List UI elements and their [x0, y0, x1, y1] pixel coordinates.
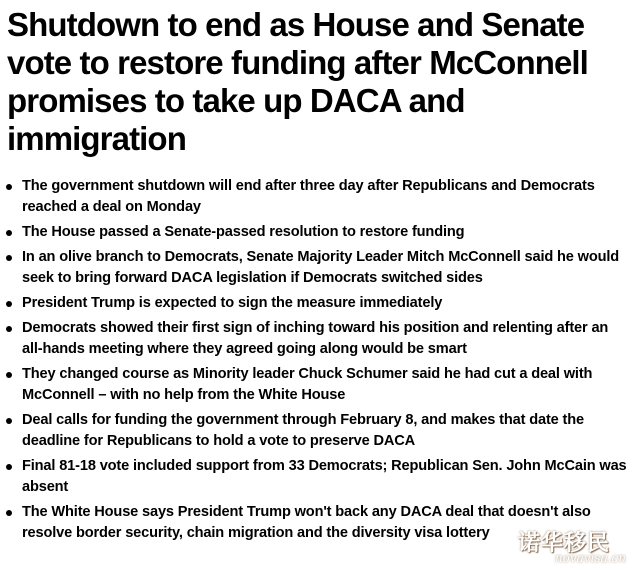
- list-item: [0, 364, 636, 406]
- bullet-dot-icon: [6, 255, 12, 261]
- headline: Shutdown to end as House and Senate vote to restore funding after McConnell promises to take up DACA and immigration: [7, 6, 588, 157]
- bullet-dot-icon: [6, 184, 12, 190]
- bullet-dot-icon: [6, 418, 12, 424]
- list-item: [0, 222, 636, 243]
- bullet-dot-icon: [6, 230, 12, 236]
- list-item: [0, 247, 636, 289]
- watermark-logo: [482, 526, 632, 568]
- bullet-dot-icon: [6, 326, 12, 332]
- list-item: [0, 176, 636, 218]
- bullet-text: Democrats showed their first sign of inching toward his position and relenting after an all-hands meeting where they agreed going along would be smart: [22, 320, 609, 357]
- watermark-chinese-text: 诺华移民: [517, 531, 610, 556]
- bullet-text: President Trump is expected to sign the measure immediately: [22, 295, 443, 311]
- bullet-dot-icon: [6, 301, 12, 307]
- bullet-dot-icon: [6, 510, 12, 516]
- bullet-text: Deal calls for funding the government through February 8, and makes that date the deadline for Republicans to hold a vote to preserve DACA: [22, 412, 584, 449]
- bullet-text: In an olive branch to Democrats, Senate Majority Leader Mitch McConnell said he would seek to bring forward DACA legislation if Democrats switched sides: [22, 249, 620, 286]
- bullet-text: They changed course as Minority leader Chuck Schumer said he had cut a deal with McConnell – with no help from the White House: [22, 366, 593, 403]
- bullet-text: The House passed a Senate-passed resolution to restore funding: [22, 224, 465, 240]
- list-item: [0, 293, 636, 314]
- bullet-text: The government shutdown will end after three day after Republicans and Democrats reached a deal on Monday: [22, 178, 595, 215]
- list-item: [0, 410, 636, 452]
- list-item: [0, 456, 636, 498]
- list-item: [0, 318, 636, 360]
- bullet-list: [0, 176, 636, 548]
- watermark-latin-text: novavisa.cn: [554, 551, 626, 565]
- bullet-text: The White House says President Trump won't back any DACA deal that doesn't also resolve border security, chain migration and the diversity visa lottery: [22, 504, 591, 541]
- bullet-dot-icon: [6, 372, 12, 378]
- bullet-dot-icon: [6, 464, 12, 470]
- bullet-text: Final 81-18 vote included support from 33 Democrats; Republican Sen. John McCain was absent: [22, 458, 627, 495]
